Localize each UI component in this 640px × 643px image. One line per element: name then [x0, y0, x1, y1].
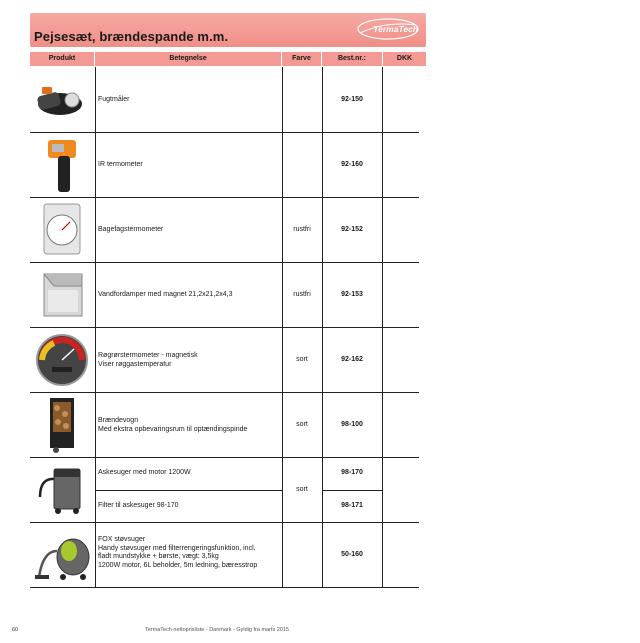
flue-thermometer-icon	[34, 333, 90, 387]
product-number: 98-170	[341, 469, 363, 476]
row-divider	[322, 490, 382, 491]
product-name: Filter til askesuger 98-170	[98, 502, 179, 509]
product-name-line: Røgrørstermometer - magnetisk	[98, 352, 198, 359]
product-name-line: Viser røggastemperatur	[98, 360, 172, 368]
column-header-produkt: Produkt	[30, 52, 94, 66]
row-divider	[30, 132, 419, 133]
product-number: 50-160	[341, 551, 363, 558]
product-name: IR termometer	[98, 161, 143, 168]
row-divider	[30, 327, 419, 328]
row-divider	[30, 587, 419, 588]
product-color: rustfri	[293, 291, 311, 298]
fox-vacuum-icon	[33, 527, 93, 583]
product-name-line: Brændevogn	[98, 417, 139, 424]
product-number: 92-160	[341, 161, 363, 168]
product-name-line: fladt mundstykke + børste, vægt: 3,5kg	[98, 553, 219, 560]
row-divider	[30, 522, 419, 523]
row-divider	[95, 490, 282, 491]
product-name	[98, 417, 247, 434]
section-header	[30, 13, 426, 47]
product-color: rustfri	[293, 226, 311, 233]
footer-text: TermaTech nettoprisliste - Danmark - Gyldig fra marts 2015	[145, 627, 289, 633]
product-name-line: Med ekstra opbevaringsrum til optændingspinde	[98, 425, 248, 433]
product-name-line: 1200W motor, 6L beholder, 5m ledning, bæresstrop	[98, 561, 258, 569]
page-number: 60	[12, 627, 19, 633]
ir-thermometer-icon	[44, 138, 78, 194]
product-number: 92-150	[341, 96, 363, 103]
product-name: Bagefagstermometer	[98, 226, 164, 233]
product-name: Fugtmåler	[98, 96, 130, 103]
product-name: Vandfordamper med magnet 21,2x21,2x4,3	[98, 291, 233, 298]
product-number: 92-162	[341, 356, 363, 363]
column-header-bestnr: Best.nr.:	[322, 52, 382, 66]
row-divider	[30, 262, 419, 263]
product-number: 92-153	[341, 291, 363, 298]
row-divider	[30, 197, 419, 198]
column-header-farve: Farve	[282, 52, 321, 66]
row-divider	[30, 392, 419, 393]
product-number: 98-171	[341, 502, 363, 509]
ash-vacuum-icon	[34, 461, 92, 517]
logo-text: TermaTech	[373, 24, 418, 34]
product-name: Askesuger med motor 1200W	[98, 469, 191, 476]
product-color: sort	[296, 356, 308, 363]
product-name	[98, 352, 198, 369]
column-header-betegnelse: Betegnelse	[95, 52, 281, 66]
product-name-line: FOX støvsuger	[98, 536, 146, 543]
water-evaporator-icon	[36, 268, 90, 320]
product-name-line: Handy støvsuger med filterrengeringsfunktion, incl.	[98, 544, 256, 552]
page-title: Pejsesæt, brændespande m.m.	[34, 29, 229, 44]
oven-thermometer-icon	[40, 202, 84, 256]
log-cart-icon	[46, 396, 78, 454]
moisture-meter-icon	[32, 82, 88, 118]
product-color: sort	[296, 486, 308, 493]
row-divider	[30, 457, 419, 458]
product-name	[98, 536, 257, 570]
product-number: 98-100	[341, 421, 363, 428]
column-header-dkk: DKK	[383, 52, 426, 66]
product-color: sort	[296, 421, 308, 428]
product-number: 92-152	[341, 226, 363, 233]
